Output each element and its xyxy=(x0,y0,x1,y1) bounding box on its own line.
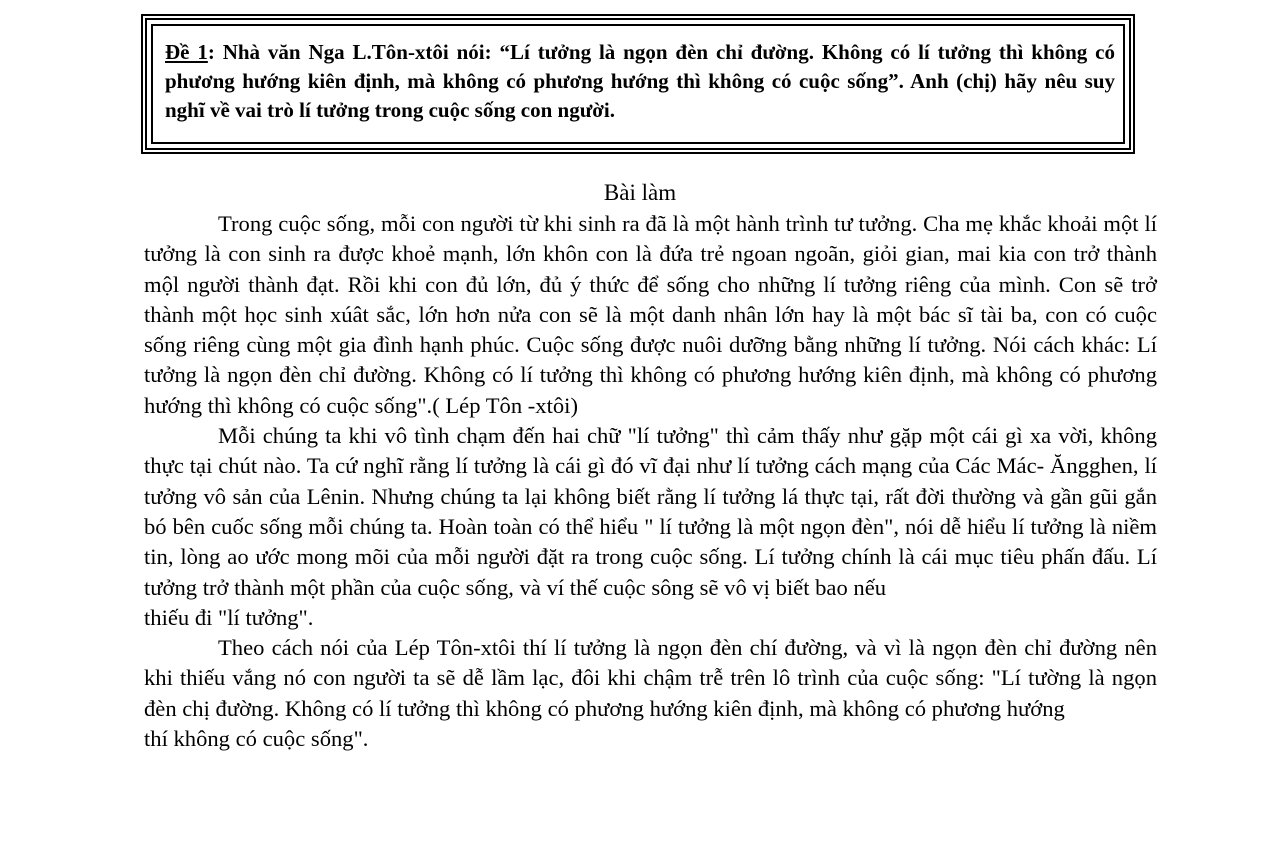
essay-prompt-box xyxy=(141,14,1135,154)
prompt-text: : Nhà văn Nga L.Tôn-xtôi nói: “Lí tưởng là ngọn đèn chỉ đường. Không có lí tưởng thì không có phương hướng kiên định, mà không có phương hướng thì không có cuộc sống”. Anh (chị) hãy nêu suy nghĩ về vai trò lí tưởng trong cuộc sống con người. xyxy=(165,40,1115,122)
essay-paragraph: thiếu đi "lí tưởng". xyxy=(144,604,314,630)
essay-paragraph: thí không có cuộc sống". xyxy=(144,726,369,752)
essay-paragraph: Theo cách nói của Lép Tôn-xtôi thí lí tưởng là ngọn đèn chí đường, và vì là ngọn đèn chỉ đường nên khi thiếu vắng nó con người ta sẽ dễ lầm lạc, đôi khi chậm trễ trên lô trình của cuộc sống: "Lí tường là ngọn đèn chị đường. Không có lí tưởng thì không có phương hướng kiên định, mà không có phương hướng xyxy=(144,635,1157,721)
prompt-label: Đề 1 xyxy=(165,40,208,64)
essay-body xyxy=(144,209,1157,754)
essay-paragraph: Mỗi chúng ta khi vô tình chạm đến hai chữ "lí tưởng" thì cảm thấy như gặp một cái gì xa vời, không thực tại chút nào. Ta cứ nghĩ rằng lí tưởng là cái gì đó vĩ đại như lí tưởng cách mạng của Các Mác- Ăngghen, lí tưởng vô sản của Lênin. Nhưng chúng ta lại không biết rằng lí tưởng lá thực tại, rất đời thường và gần gũi gắn bó bên cuốc sống mỗi chúng ta. Hoàn toàn có thể hiểu " lí tưởng là một ngọn đèn", nói dễ hiểu lí tưởng là niềm tin, lòng ao ước mong mõi của mỗi người đặt ra trong cuộc sống. Lí tưởng chính là cái mục tiêu phấn đấu. Lí tưởng trở thành một phần của cuộc sống, và ví thế cuộc sông sẽ vô vị biết bao nếu xyxy=(144,423,1157,600)
essay-prompt xyxy=(165,38,1115,125)
essay-title: Bài làm xyxy=(603,180,677,205)
essay-paragraph: Trong cuộc sống, mỗi con người từ khi sinh ra đã là một hành trình tư tưởng. Cha mẹ khắc khoải một lí tưởng là con sinh ra được khoẻ mạnh, lớn khôn con là đứa trẻ ngoan ngoãn, giỏi gian, mai kia con trở thành mộl người thành đạt. Rồi khi con đủ lớn, đủ ý thức để sống cho những lí tưởng riêng của mình. Con sẽ trở thành một học sinh xúât sắc, lớn hơn nửa con sẽ là một danh nhân lớn hay là một bác sĩ tài ba, con có cuộc sống riêng cùng một gia đình hạnh phúc. Cuộc sống được nuôi dưỡng bằng những lí tưởng. Nói cách khác: Lí tưởng là ngọn đèn chỉ đường. Không có lí tưởng thì không có phương hướng kiên định, mà không có phương hướng thì không có cuộc sống".( Lép Tôn -xtôi) xyxy=(144,211,1157,418)
